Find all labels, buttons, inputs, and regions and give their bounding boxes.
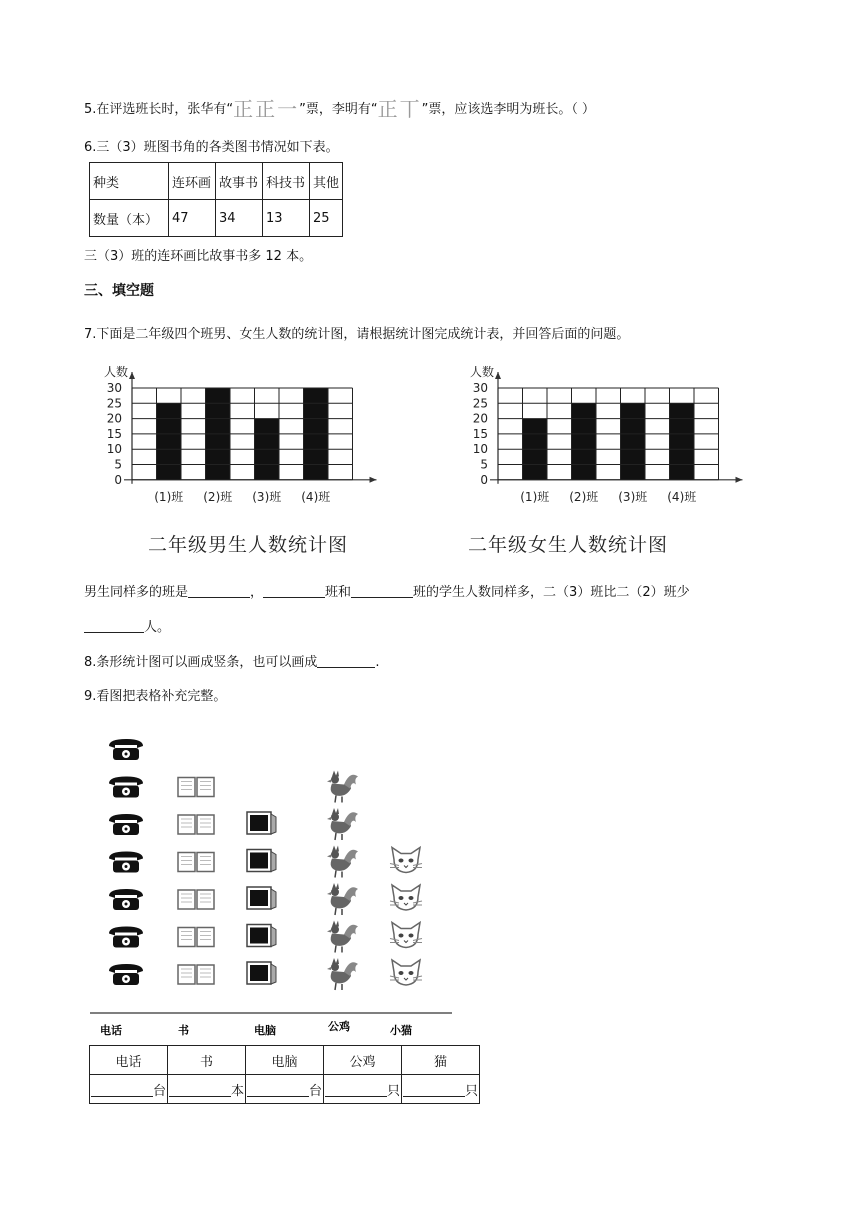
y-tick-label: 0 (114, 472, 122, 487)
y-tick-label: 5 (480, 457, 488, 472)
rooster-icon (327, 846, 358, 878)
q7-text: 班的学生人数同样多，二（3）班比二（2）班少 (413, 585, 690, 600)
book-icon (178, 890, 214, 909)
q5-text-after: ”票，应该选李明为班长。（ ） (421, 102, 595, 117)
cat-icon (390, 960, 422, 985)
answer-blank[interactable] (91, 1082, 153, 1097)
answer-blank[interactable] (169, 1082, 231, 1097)
table-cell (246, 1075, 324, 1104)
computer-icon (247, 962, 276, 984)
telephone-icon (109, 814, 143, 835)
unit-label: 本 (230, 1083, 244, 1099)
answer-blank[interactable] (351, 583, 413, 598)
q7-answer-line1 (84, 581, 690, 600)
cat-icon (390, 848, 422, 873)
telephone-icon (109, 889, 143, 910)
rooster-icon (327, 883, 358, 915)
table-cell: 电脑 (246, 1046, 324, 1075)
book-icon (178, 965, 214, 984)
table-cell: 公鸡 (324, 1046, 402, 1075)
q5-text-before: 5.在评选班长时，张华有“ (84, 102, 234, 117)
q7-text: 男生同样多的班是 (84, 585, 189, 600)
unit-label: 只 (464, 1083, 478, 1099)
y-tick-label: 5 (114, 457, 122, 472)
table-cell: 书 (168, 1046, 246, 1075)
y-tick-label: 25 (472, 396, 488, 411)
table-cell: 其他 (310, 163, 343, 200)
book-icon (178, 815, 214, 834)
x-tick-label: (1)班 (520, 489, 550, 504)
rooster-icon (327, 808, 358, 840)
table-cell (324, 1075, 402, 1104)
table-cell: 数量（本） (90, 200, 169, 237)
table-cell: 13 (263, 200, 310, 237)
boys-chart (84, 362, 384, 510)
x-tick-label: (4)班 (301, 489, 331, 504)
y-axis-label: 人数 (104, 365, 129, 379)
q8-text: 8.条形统计图可以画成竖条，也可以画成 (84, 655, 318, 670)
table-cell: 科技书 (263, 163, 310, 200)
question-5 (84, 93, 595, 122)
bar (621, 403, 646, 480)
table-cell: 故事书 (216, 163, 263, 200)
y-axis-arrow-icon (495, 372, 501, 379)
unit-label: 台 (152, 1083, 166, 1099)
table-cell: 47 (169, 200, 216, 237)
table-cell: 25 (310, 200, 343, 237)
x-tick-label: (3)班 (252, 489, 282, 504)
table-row (90, 1046, 480, 1075)
rooster-icon (327, 921, 358, 953)
picture-label: 电脑 (254, 1024, 276, 1037)
q7-intro: 7.下面是二年级四个班男、女生人数的统计图，请根据统计图完成统计表，并回答后面的问题。 (84, 327, 630, 342)
q7-text: ， (250, 585, 264, 600)
table-cell: 种类 (90, 163, 169, 200)
girls-chart-title: 二年级女生人数统计图 (468, 534, 669, 556)
table-cell: 连环画 (169, 163, 216, 200)
computer-icon (247, 925, 276, 947)
y-tick-label: 20 (106, 411, 122, 426)
bar (670, 403, 695, 480)
rooster-icon (327, 771, 358, 803)
y-tick-label: 25 (106, 396, 122, 411)
computer-icon (247, 887, 276, 909)
picture-label: 电话 (100, 1024, 122, 1037)
telephone-icon (109, 739, 143, 760)
cat-icon (390, 885, 422, 910)
q9-intro: 9.看图把表格补充完整。 (84, 689, 227, 704)
y-tick-label: 10 (472, 442, 488, 457)
x-axis-arrow-icon (736, 477, 743, 483)
girls-chart (450, 362, 750, 510)
picture-label: 小猫 (390, 1024, 412, 1037)
answer-blank[interactable] (317, 653, 375, 668)
y-tick-label: 0 (480, 472, 488, 487)
table-cell: 猫 (402, 1046, 480, 1075)
book-icon (178, 928, 214, 947)
section-heading: 三、填空题 (84, 283, 154, 299)
table-row (90, 163, 343, 200)
answer-blank[interactable] (325, 1082, 387, 1097)
picture-graph (84, 712, 464, 1040)
animal-table (89, 1045, 480, 1104)
book-table (89, 162, 343, 237)
y-axis-label: 人数 (470, 365, 495, 379)
answer-blank[interactable] (84, 618, 144, 633)
q7-text: 人。 (144, 620, 171, 635)
book-icon (178, 853, 214, 872)
tally-zhang-icon: 正正一 (233, 97, 300, 121)
x-tick-label: (1)班 (154, 489, 184, 504)
telephone-icon (109, 777, 143, 798)
q6-statement: 三（3）班的连环画比故事书多 12 本。 (84, 249, 313, 264)
q6-intro: 6.三（3）班图书角的各类图书情况如下表。 (84, 140, 339, 155)
y-axis-arrow-icon (129, 372, 135, 379)
picture-label: 书 (178, 1024, 189, 1037)
table-cell (90, 1075, 168, 1104)
telephone-icon (109, 964, 143, 985)
y-tick-label: 20 (472, 411, 488, 426)
bar (157, 403, 182, 480)
answer-blank[interactable] (247, 1082, 309, 1097)
picture-icons (109, 739, 422, 990)
rooster-icon (327, 958, 358, 990)
table-cell (168, 1075, 246, 1104)
table-cell: 34 (216, 200, 263, 237)
q7-text: 班和 (325, 585, 352, 600)
x-tick-label: (2)班 (569, 489, 599, 504)
table-row (90, 1075, 480, 1104)
computer-icon (247, 850, 276, 872)
computer-icon (247, 812, 276, 834)
telephone-icon (109, 852, 143, 873)
answer-blank[interactable] (403, 1082, 465, 1097)
q7-answer-line2 (84, 616, 170, 635)
answer-blank[interactable] (263, 583, 325, 598)
x-tick-label: (2)班 (203, 489, 233, 504)
y-tick-label: 10 (106, 442, 122, 457)
question-8 (84, 651, 380, 670)
book-icon (178, 778, 214, 797)
x-tick-label: (4)班 (667, 489, 697, 504)
table-row (90, 200, 343, 237)
picture-label: 公鸡 (328, 1020, 350, 1033)
unit-label: 台 (308, 1083, 322, 1099)
bar (572, 403, 597, 480)
answer-blank[interactable] (188, 583, 250, 598)
telephone-icon (109, 927, 143, 948)
boys-chart-title: 二年级男生人数统计图 (148, 534, 349, 556)
y-tick-label: 15 (106, 426, 122, 441)
tally-li-icon: 正丅 (377, 97, 422, 121)
y-tick-label: 30 (106, 381, 122, 395)
table-cell (402, 1075, 480, 1104)
x-tick-label: (3)班 (618, 489, 648, 504)
q5-text-middle: ”票，李明有“ (299, 102, 378, 117)
table-cell: 电话 (90, 1046, 168, 1075)
unit-label: 只 (386, 1083, 400, 1099)
q8-text: . (375, 655, 380, 670)
y-tick-label: 15 (472, 426, 488, 441)
x-axis-arrow-icon (370, 477, 377, 483)
cat-icon (390, 923, 422, 948)
y-tick-label: 30 (472, 381, 488, 395)
